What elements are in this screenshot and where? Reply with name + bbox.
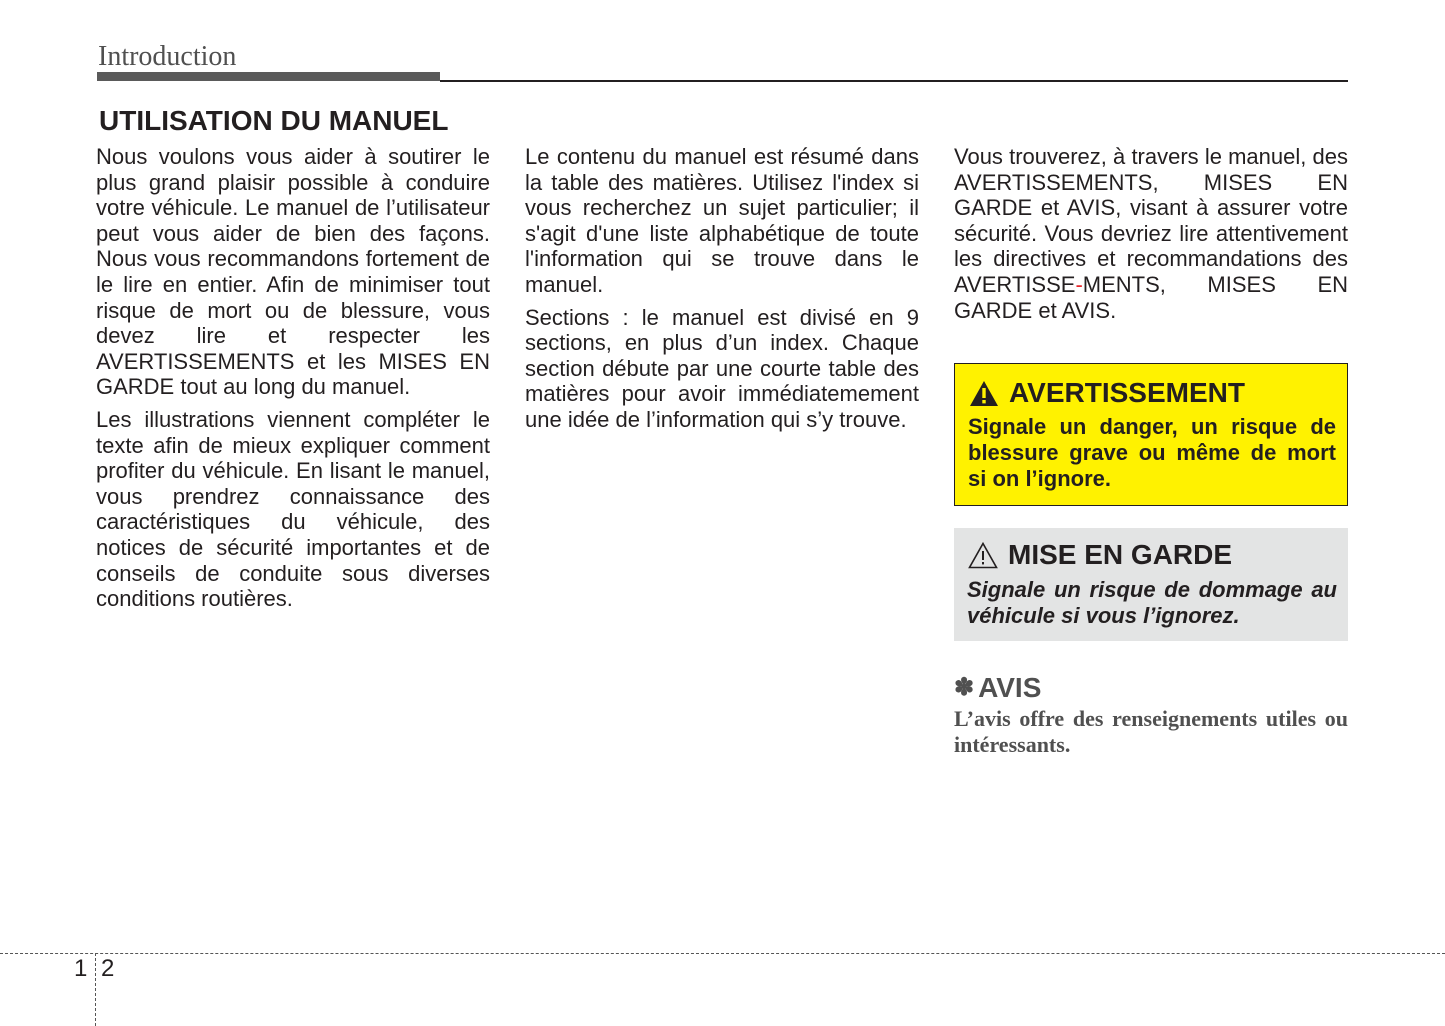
- column-2: [525, 144, 919, 440]
- footer-vertical-divider: [95, 953, 96, 1026]
- notice-text: L’avis offre des renseignements utiles ou intéressants.: [954, 706, 1348, 757]
- footer-divider: [0, 953, 1445, 954]
- hyphen-mark: -: [1075, 271, 1083, 297]
- header-bar: [97, 72, 440, 81]
- warning-triangle-icon: [969, 380, 999, 407]
- warning-text: Signale un danger, un risque de blessure grave ou même de mort si on l’ignore.: [968, 414, 1336, 491]
- column-2-paragraph-1: Le contenu du manuel est résumé dans la table des matières. Utilisez l'index si vous recherchez un sujet particulier; il s'agit d'une liste alphabétique de toute l'information qui se trouve dans le manuel.: [525, 144, 919, 297]
- column-3: [954, 144, 1348, 330]
- caution-title: MISE EN GARDE: [1008, 539, 1233, 570]
- column-2-paragraph-2: Sections : le manuel est divisé en 9 sections, en plus d’un index. Chaque section débute par une courte table des matières pour avoir immédiatemement une idée de l’information qui s’y trouve.: [525, 304, 919, 432]
- notice-title: AVIS: [978, 672, 1042, 703]
- header-rule: [440, 80, 1348, 82]
- notice-heading: [954, 671, 1041, 705]
- warning-heading: [969, 376, 1245, 410]
- caution-triangle-icon: [968, 542, 998, 569]
- column-1-paragraph-2: Les illustrations viennent compléter le texte afin de mieux expliquer comment profiter du véhicule. En lisant le manuel, vous prendrez connaissance des caractéristiques du véhicule, des notices de sécurité importantes et de conseils de conduite sous diverses conditions routières.: [96, 406, 490, 612]
- column-1-paragraph-1: Nous voulons vous aider à soutirer le plus grand plaisir possible à conduire votre véhicule. Le manuel de l’utilisateur peut vous aider de bien des façons. Nous vous recommandons fortement de le lire en entier. Afin de minimiser tout risque de mort ou de blessure, vous devez lire et respecter les AVERTISSEMENTS et les MISES EN GARDE tout au long du manuel.: [96, 144, 490, 400]
- caution-text: Signale un risque de dommage au véhicule si vous l’ignorez.: [967, 577, 1337, 628]
- page-section-number: 1: [74, 955, 88, 982]
- header-title: Introduction: [98, 41, 237, 72]
- column-3-paragraph-1: [954, 144, 1348, 323]
- notice-star-icon: ✽: [954, 674, 975, 701]
- column-1: [96, 144, 490, 619]
- caution-box: [954, 528, 1348, 641]
- warning-title: AVERTISSEMENT: [1009, 377, 1245, 408]
- section-title: UTILISATION DU MANUEL: [99, 105, 449, 136]
- caution-heading: [968, 538, 1232, 572]
- warning-box: [954, 363, 1348, 506]
- page-number: 2: [101, 955, 115, 982]
- column-3-text-end: MENTS, MISES EN GARDE et AVIS.: [954, 271, 1348, 323]
- column-3-text-start: Vous trouverez, à travers le manuel, des AVERTISSEMENTS, MISES EN GARDE et AVIS, visant à assurer votre sécurité. Vous devriez lire attentivement les directives et recommandations des AVERTISSE: [954, 144, 1348, 297]
